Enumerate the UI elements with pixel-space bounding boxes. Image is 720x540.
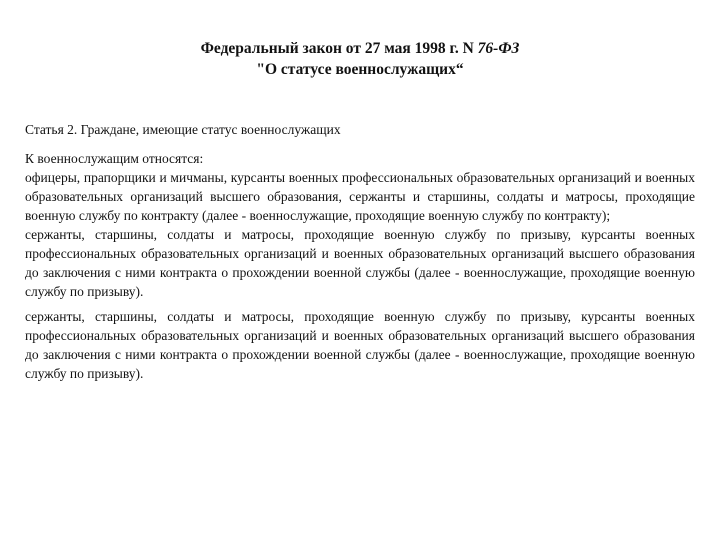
document-title: [0, 38, 720, 80]
paragraph-contract: офицеры, прапорщики и мичманы, курсанты военных профессиональных образовательных организаций и военных образовательных организаций высшего образования, сержанты и старшины, солдаты и матросы, проходящие военную службу по контракту (далее - военнослужащие, проходящие военную службу по контракту);: [25, 170, 695, 223]
title-line-2: "О статусе военнослужащих“: [256, 61, 464, 78]
paragraph-conscription: сержанты, старшины, солдаты и матросы, проходящие военную службу по призыву, курсанты военных профессиональных образовательных организаций и военных образовательных организаций высшего образования до заключения с ними контракта о прохождении военной службы (далее - военнослужащие, проходящие военную службу по призыву).: [25, 227, 695, 299]
title-line-1-prefix: Федеральный закон от 27 мая 1998 г. N: [200, 40, 478, 57]
article-heading: Статья 2. Граждане, имеющие статус военнослужащих: [25, 122, 341, 137]
title-line-1: [0, 38, 720, 59]
paragraph-intro: К военнослужащим относятся:: [25, 151, 204, 166]
document-body: [25, 149, 695, 383]
law-number: 76-ФЗ: [477, 40, 520, 57]
paragraph-conscription-repeat: сержанты, старшины, солдаты и матросы, проходящие военную службу по призыву, курсанты военных профессиональных образовательных организаций и военных образовательных организаций высшего образования до заключения с ними контракта о прохождении военной службы (далее - военнослужащие, проходящие военную службу по призыву).: [25, 309, 695, 381]
